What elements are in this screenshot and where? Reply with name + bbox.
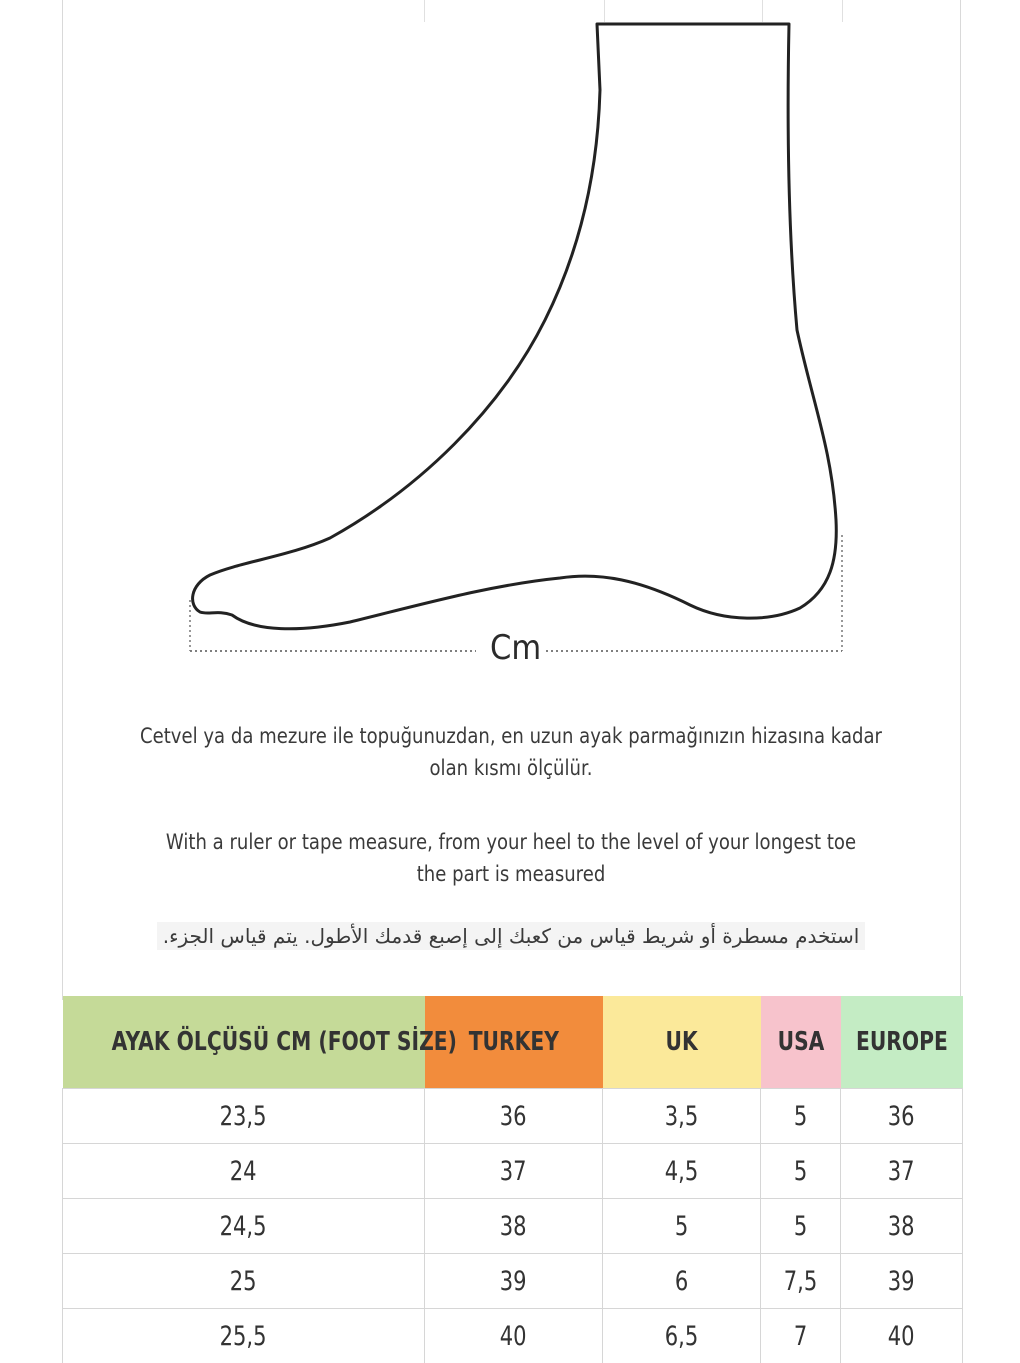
arabic-instructions [62, 920, 960, 952]
cell-turkey: 37 [425, 1144, 603, 1199]
header-uk: UK [603, 996, 761, 1089]
cell-usa: 5 [761, 1199, 841, 1254]
cell-cm: 25 [63, 1254, 425, 1309]
table-row [63, 1199, 963, 1254]
foot-outline [193, 24, 837, 629]
turkish-line-1: Cetvel ya da mezure ile topuğunuzdan, en uzun ayak parmağınızın hizasına kadar [125, 720, 897, 752]
cell-turkey: 38 [425, 1199, 603, 1254]
cell-usa: 5 [761, 1144, 841, 1199]
cell-usa: 7,5 [761, 1254, 841, 1309]
cell-europe: 36 [841, 1089, 963, 1144]
cell-uk: 6,5 [603, 1309, 761, 1363]
cell-turkey: 39 [425, 1254, 603, 1309]
turkish-instructions [125, 720, 897, 784]
cell-turkey: 36 [425, 1089, 603, 1144]
cell-europe: 39 [841, 1254, 963, 1309]
arabic-line: استخدم مسطرة أو شريط قياس من كعبك إلى إصبع قدمك الأطول. يتم قياس الجزء. [157, 922, 866, 950]
header-usa: USA [761, 996, 841, 1089]
size-chart-table [62, 996, 963, 1363]
cell-cm: 23,5 [63, 1089, 425, 1144]
header-europe: EUROPE [841, 996, 963, 1089]
table-row [63, 1309, 963, 1363]
measure-unit-label: Cm [486, 628, 545, 668]
english-line-1: With a ruler or tape measure, from your heel to the level of your longest toe [125, 826, 897, 858]
english-line-2: the part is measured [125, 858, 897, 890]
cell-cm: 24,5 [63, 1199, 425, 1254]
table-row [63, 1144, 963, 1199]
cell-uk: 4,5 [603, 1144, 761, 1199]
cell-uk: 6 [603, 1254, 761, 1309]
cell-cm: 25,5 [63, 1309, 425, 1363]
cell-turkey: 40 [425, 1309, 603, 1363]
cell-europe: 38 [841, 1199, 963, 1254]
table-row [63, 1254, 963, 1309]
turkish-line-2: olan kısmı ölçülür. [125, 752, 897, 784]
cell-usa: 7 [761, 1309, 841, 1363]
table-header-row [63, 996, 963, 1089]
cell-europe: 37 [841, 1144, 963, 1199]
cell-cm: 24 [63, 1144, 425, 1199]
cell-usa: 5 [761, 1089, 841, 1144]
table-row [63, 1089, 963, 1144]
header-turkey: TURKEY [425, 996, 603, 1089]
cell-uk: 5 [603, 1199, 761, 1254]
cell-europe: 40 [841, 1309, 963, 1363]
english-instructions [125, 826, 897, 890]
cell-uk: 3,5 [603, 1089, 761, 1144]
header-foot-size: AYAK ÖLÇÜSÜ CM (FOOT SİZE) [63, 996, 425, 1089]
